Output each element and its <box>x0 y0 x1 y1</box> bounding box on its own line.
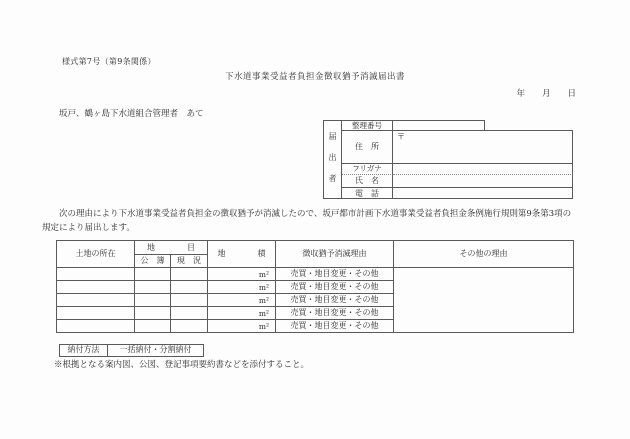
col-header-current: 現 況 <box>171 255 208 268</box>
col-header-category: 地 目 <box>135 241 208 255</box>
location-cell <box>57 307 135 320</box>
current-cell <box>171 281 208 294</box>
address-field <box>393 130 573 163</box>
other-reason-field <box>394 268 574 333</box>
col-header-location: 土地の所在 <box>57 241 135 268</box>
area-unit: m² <box>208 320 276 333</box>
addressee-line: 坂戸、鶴ヶ島下水道組合管理者 あて <box>59 109 204 119</box>
location-cell <box>57 281 135 294</box>
furigana-label: フリガナ <box>342 163 393 174</box>
body-paragraph: 次の理由により下水道事業受益者負担金の徴収猶予が消滅したので、坂戸都市計画下水道事業受益者負担金条例施行規則第9条第3項の規定により届出します。 <box>42 209 572 233</box>
reason-options: 売買・地目変更・その他 <box>276 307 394 320</box>
applicant-side-label: 届出者 <box>323 120 342 199</box>
address-label: 住 所 <box>342 130 393 163</box>
col-header-area: 地 積 <box>208 241 276 268</box>
col-header-reason: 徴収猶予消滅理由 <box>276 241 394 268</box>
registered-cell <box>135 320 171 333</box>
phone-field <box>393 187 573 199</box>
registered-cell <box>135 281 171 294</box>
payment-method-label: 納付方法 <box>60 345 108 357</box>
furigana-field <box>393 163 573 174</box>
date-line: 年 月 日 <box>516 89 576 99</box>
page-title: 下水道事業受益者負担金徴収猶予消滅届出書 <box>224 72 405 82</box>
location-cell <box>57 268 135 281</box>
area-unit: m² <box>208 307 276 320</box>
area-unit: m² <box>208 294 276 307</box>
registered-cell <box>135 268 171 281</box>
current-cell <box>171 320 208 333</box>
location-cell <box>57 294 135 307</box>
serial-number-label: 整理番号 <box>342 120 393 130</box>
serial-number-field <box>393 120 485 130</box>
land-table <box>56 240 574 333</box>
payment-method-table <box>59 344 204 357</box>
col-header-registered: 公 簿 <box>135 255 171 268</box>
table-row <box>57 268 574 281</box>
location-cell <box>57 320 135 333</box>
form-number: 様式第7号（第9条関係） <box>62 57 156 66</box>
name-label: 氏 名 <box>342 174 393 187</box>
registered-cell <box>135 307 171 320</box>
col-header-other-reason: その他の理由 <box>394 241 574 268</box>
name-field <box>393 174 573 187</box>
reason-options: 売買・地目変更・その他 <box>276 268 394 281</box>
attachment-note: ※根拠となる案内図、公図、登記事項要約書などを添付すること。 <box>54 360 310 370</box>
payment-method-options: 一括納付・分割納付 <box>108 345 204 357</box>
phone-label: 電 話 <box>342 187 393 199</box>
registered-cell <box>135 294 171 307</box>
current-cell <box>171 307 208 320</box>
area-unit: m² <box>208 268 276 281</box>
reason-options: 売買・地目変更・その他 <box>276 281 394 294</box>
area-unit: m² <box>208 281 276 294</box>
current-cell <box>171 294 208 307</box>
current-cell <box>171 268 208 281</box>
reason-options: 売買・地目変更・その他 <box>276 294 394 307</box>
reason-options: 売買・地目変更・その他 <box>276 320 394 333</box>
postal-mark: 〒 <box>397 132 405 141</box>
